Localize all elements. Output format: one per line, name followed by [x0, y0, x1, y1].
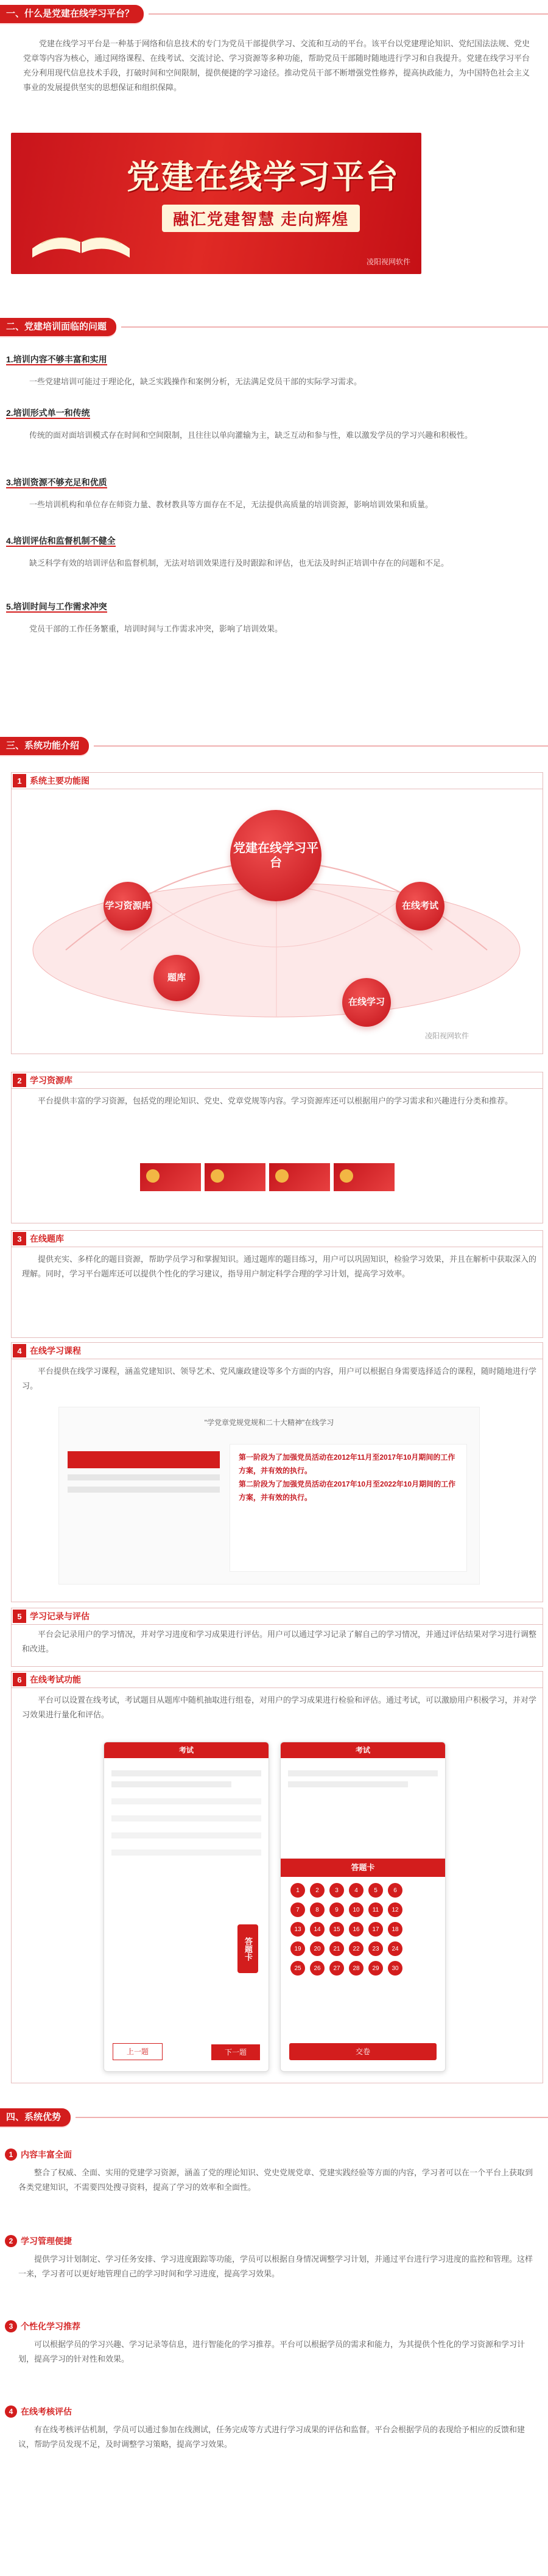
advantage-heading	[5, 2235, 72, 2247]
diagram-center-node: 党建在线学习平台	[230, 810, 321, 901]
answer-number[interactable]: 21	[329, 1941, 344, 1956]
resource-thumbnail[interactable]	[269, 1163, 330, 1191]
answer-number[interactable]: 9	[329, 1902, 344, 1917]
feature-number: 6	[13, 1673, 26, 1686]
answer-number[interactable]: 14	[310, 1922, 325, 1937]
feature-number: 1	[13, 774, 26, 787]
hero-title: 党建在线学习平台	[127, 159, 399, 195]
problem-body: 传统的面对面培训模式存在时间和空间限制，且往往以单向灌输为主，缺乏互动和参与性，难以激发学员的学习兴趣和积极性。	[29, 431, 473, 440]
diagram-node: 在线学习	[342, 978, 391, 1027]
resource-thumbnail[interactable]	[205, 1163, 265, 1191]
submit-exam-button[interactable]: 交卷	[289, 2043, 437, 2060]
resource-thumbnails	[140, 1163, 395, 1191]
problem-body: 一些培训机构和单位存在师资力量、教材教具等方面存在不足，无法提供高质量的培训资源，影响培训效果和质量。	[29, 500, 434, 509]
feature-heading	[11, 1671, 543, 1688]
feature-box	[11, 1687, 543, 2083]
feature-title: 在线题库	[30, 1234, 64, 1244]
problem-body: 缺乏科学有效的培训评估和监督机制，无法对培训效果进行及时跟踪和评估，也无法及时纠正培训中存在的问题和不足。	[29, 558, 449, 568]
answer-card-panel	[281, 1858, 445, 1982]
answer-number[interactable]: 15	[329, 1922, 344, 1937]
advantage-title: 内容丰富全面	[21, 2150, 72, 2159]
answer-number[interactable]: 5	[368, 1883, 383, 1898]
advantage-number: 2	[5, 2235, 17, 2247]
answer-number[interactable]: 19	[290, 1941, 305, 1956]
answer-number[interactable]: 25	[290, 1961, 305, 1976]
answer-number[interactable]: 2	[310, 1883, 325, 1898]
feature-heading	[11, 1230, 543, 1247]
feature-heading	[11, 1608, 543, 1625]
section-heading-label: 一、什么是党建在线学习平台？	[0, 5, 144, 23]
answer-number[interactable]: 13	[290, 1922, 305, 1937]
advantage-heading	[5, 2405, 72, 2418]
feature-heading	[11, 1072, 543, 1089]
advantage-number: 3	[5, 2320, 17, 2332]
feature-title: 在线考试功能	[30, 1675, 81, 1684]
answer-number[interactable]: 20	[310, 1941, 325, 1956]
divider	[149, 13, 548, 15]
course-title: "学党章党规党规和二十大精神"在线学习	[204, 1418, 334, 1427]
diagram-node: 题库	[153, 955, 200, 1001]
answer-card-phone-screen	[280, 1742, 446, 2072]
section-heading-label: 二、党建培训面临的问题	[0, 318, 116, 336]
course-text: 第一阶段为了加强党员活动在2012年11月至2017年10月期间的工作方案，并有效的执行。	[239, 1453, 455, 1475]
advantage-heading	[5, 2148, 72, 2161]
problem-title: 2.培训形式单一和传统	[6, 408, 90, 418]
feature-number: 2	[13, 1074, 26, 1087]
course-document	[230, 1444, 467, 1572]
answer-card-tab[interactable]: 答题卡	[237, 1924, 258, 1973]
answer-number[interactable]: 22	[349, 1941, 364, 1956]
feature-text: 提供充实、多样化的题目资源，帮助学员学习和掌握知识。通过题库的题目练习，用户可以巩固知识，检验学习效果，并且在解析中获取深入的理解。同时，学习平台题库还可以提供个性化的学习建议，指导用户制定科学合理的学习计划，提高学习效率。	[22, 1255, 537, 1278]
problem-title: 5.培训时间与工作需求冲突	[6, 602, 107, 611]
resource-thumbnail[interactable]	[334, 1163, 395, 1191]
exam-title: 考试	[281, 1742, 445, 1758]
advantage-title: 学习管理便捷	[21, 2236, 72, 2246]
answer-number[interactable]: 24	[388, 1941, 402, 1956]
answer-number[interactable]: 10	[349, 1902, 364, 1917]
section-heading-intro	[0, 4, 548, 24]
feature-text: 平台提供在线学习课程，涵盖党建知识、领导艺术、党风廉政建设等多个方面的内容，用户可以根据自身需要选择适合的课程，随时随地进行学习。	[22, 1367, 537, 1390]
divider	[121, 326, 548, 328]
hero-subtitle: 融汇党建智慧 走向辉煌	[162, 205, 360, 232]
problem-body: 一些党建培训可能过于理论化，缺乏实践操作和案例分析，无法满足党员干部的实际学习需求。	[29, 377, 362, 386]
answer-number[interactable]: 28	[349, 1961, 364, 1976]
answer-number[interactable]: 30	[388, 1961, 402, 1976]
answer-number[interactable]: 18	[388, 1922, 402, 1937]
course-list-item[interactable]	[68, 1474, 220, 1480]
section-heading-problems	[0, 317, 548, 337]
problem-title: 1.培训内容不够丰富和实用	[6, 354, 107, 364]
intro-paragraph: 党建在线学习平台是一种基于网络和信息技术的专门为党员干部提供学习、交流和互动的平台。该平台以党建理论知识、党纪国法法规、党史党章等内容为核心，通过网络课程、在线考试、交流讨论、学习资源等多种功能，帮助党员干部随时随地进行学习和自我提升。党建在线学习平台充分利用现代信息技术手段，打破时间和空间限制，提供便捷的学习途径。推动党员干部不断增强党性修养，提高执政能力，为中国特色社会主义事业的发展提供坚实的思想保证和组织保障。	[23, 39, 530, 92]
feature-text: 平台提供丰富的学习资源，包括党的理论知识、党史、党章党规等内容。学习资源库还可以根据用户的学习需求和兴趣进行分类和推荐。	[38, 1096, 513, 1105]
feature-heading	[11, 772, 543, 789]
svg-text:凌阳视网软件: 凌阳视网软件	[425, 1032, 469, 1040]
advantage-text: 有在线考核评估机制，学员可以通过参加在线测试，任务完成等方式进行学习成果的评估和监督。平台会根据学员的表现给予相应的反馈和建议，帮助学员发现不足，及时调整学习策略，提高学习效果。	[18, 2425, 525, 2449]
advantage-title: 个性化学习推荐	[21, 2321, 80, 2331]
watermark: 凌阳视网软件	[366, 258, 410, 266]
feature-text: 平台可以设置在线考试，考试题目从题库中随机抽取进行组卷，对用户的学习成果进行检验和评估。通过考试，可以激励用户积极学习，并对学习效果进行量化和评估。	[22, 1695, 537, 1719]
course-text: 第二阶段为了加强党员活动在2017年10月至2022年10月期间的工作方案，并有效的执行。	[239, 1480, 456, 1502]
feature-number: 4	[13, 1344, 26, 1357]
answer-number[interactable]: 12	[388, 1902, 402, 1917]
advantage-title: 在线考核评估	[21, 2407, 72, 2416]
course-screenshot	[58, 1407, 480, 1585]
feature-title: 系统主要功能图	[30, 776, 90, 786]
feature-title: 学习记录与评估	[30, 1611, 90, 1621]
feature-number: 3	[13, 1232, 26, 1245]
feature-title: 学习资源库	[30, 1075, 72, 1085]
feature-heading	[11, 1342, 543, 1359]
book-icon	[29, 206, 133, 261]
section-heading-label: 三、系统功能介绍	[0, 737, 89, 755]
section-heading-features	[0, 736, 548, 756]
prev-question-button[interactable]: 上一题	[113, 2043, 163, 2060]
answer-number[interactable]: 27	[329, 1961, 344, 1976]
problem-title: 3.培训资源不够充足和优质	[6, 477, 107, 487]
course-list-item[interactable]	[68, 1451, 220, 1468]
answer-number[interactable]: 11	[368, 1902, 383, 1917]
answer-number[interactable]: 6	[388, 1883, 402, 1898]
answer-number[interactable]: 7	[290, 1902, 305, 1917]
diagram-node: 在线考试	[396, 882, 444, 931]
answer-card-title: 答题卡	[281, 1859, 445, 1877]
answer-number[interactable]: 29	[368, 1961, 383, 1976]
feature-text: 平台会记录用户的学习情况，并对学习进度和学习成果进行评估。用户可以通过学习记录了解自己的学习情况，并通过评估结果对学习进行调整和改进。	[22, 1630, 537, 1653]
problem-body: 党员干部的工作任务繁重，培训时间与工作需求冲突，影响了培训效果。	[29, 624, 283, 633]
exam-title: 考试	[104, 1742, 269, 1758]
answer-number[interactable]: 4	[349, 1883, 364, 1898]
answer-grid	[281, 1877, 445, 1982]
answer-number[interactable]: 17	[368, 1922, 383, 1937]
answer-number[interactable]: 26	[310, 1961, 325, 1976]
advantage-number: 1	[5, 2148, 17, 2161]
problem-title: 4.培训评估和监督机制不健全	[6, 536, 116, 546]
answer-number[interactable]: 1	[290, 1883, 305, 1898]
advantage-heading	[5, 2320, 80, 2332]
advantage-text: 提供学习计划制定、学习任务安排、学习进度跟踪等功能，学员可以根据自身情况调整学习计划，并通过平台进行学习进度的监控和管理。这样一来，学习者可以更好地管理自己的学习时间和学习进度，提高学习效果。	[18, 2254, 533, 2278]
hero-banner	[11, 133, 421, 274]
next-question-button[interactable]: 下一题	[211, 2044, 260, 2060]
section-heading-advantages	[0, 2107, 548, 2128]
answer-number[interactable]: 16	[349, 1922, 364, 1937]
answer-number[interactable]: 8	[310, 1902, 325, 1917]
section-heading-label: 四、系统优势	[0, 2108, 71, 2127]
exam-phone-screen	[104, 1742, 269, 2072]
feature-title: 在线学习课程	[30, 1346, 81, 1356]
diagram-node: 学习资源库	[104, 882, 152, 931]
resource-thumbnail[interactable]	[140, 1163, 201, 1191]
divider	[76, 2117, 548, 2118]
course-list-item[interactable]	[68, 1487, 220, 1493]
answer-number[interactable]: 3	[329, 1883, 344, 1898]
divider	[94, 745, 548, 747]
advantage-text: 整合了权威、全面、实用的党建学习资源，涵盖了党的理论知识、党史党规党章、党建实践经验等方面的内容，学习者可以在一个平台上获取到各类党建知识，不需要四处搜寻资料，提高了学习的效率和全面性。	[18, 2168, 533, 2192]
advantage-text: 可以根据学员的学习兴趣、学习记录等信息，进行智能化的学习推荐。平台可以根据学员的需求和能力，为其提供个性化的学习资源和学习计划，提高学习的针对性和效果。	[18, 2340, 525, 2363]
advantage-number: 4	[5, 2405, 17, 2418]
answer-number[interactable]: 23	[368, 1941, 383, 1956]
feature-number: 5	[13, 1610, 26, 1623]
